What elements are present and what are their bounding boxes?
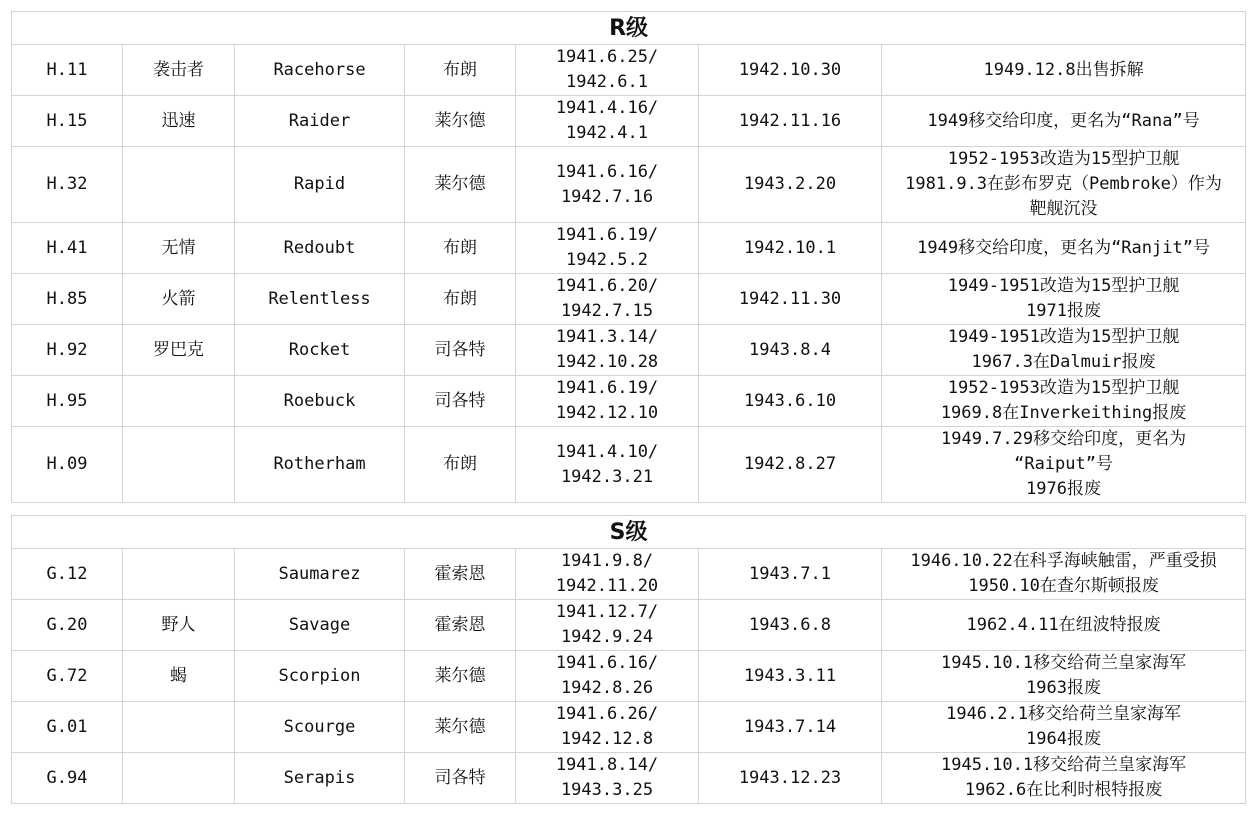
laid-down-launched-cell [516, 702, 699, 753]
table-row [12, 96, 1246, 147]
ship-name-cell: Redoubt [235, 223, 405, 274]
notes-cell [882, 45, 1246, 96]
pennant-cell: G.01 [12, 702, 123, 753]
ship-name-cell: Serapis [235, 753, 405, 804]
notes-cell [882, 549, 1246, 600]
laid-down-launched-cell [516, 376, 699, 427]
laid-down-launched-cell [516, 549, 699, 600]
builder-cell: 莱尔德 [405, 96, 516, 147]
notes-cell [882, 651, 1246, 702]
laid-down-launched-cell [516, 651, 699, 702]
note-line: 1950.10在查尔斯顿报废 [968, 576, 1159, 596]
date-line: 1942.9.24 [560, 627, 654, 647]
ship-name-cell: Scourge [235, 702, 405, 753]
table-row [12, 325, 1246, 376]
laid-down-launched-cell [516, 753, 699, 804]
laid-down-launched-cell [516, 96, 699, 147]
date-line: 1941.6.19/ [555, 225, 659, 245]
date-line: 1942.12.10 [555, 403, 659, 423]
note-line: 1945.10.1移交给荷兰皇家海军 [940, 653, 1187, 673]
note-line: 1945.10.1移交给荷兰皇家海军 [940, 755, 1187, 775]
pennant-cell: G.72 [12, 651, 123, 702]
section-title: S级 [12, 516, 1246, 549]
note-line: 1949-1951改造为15型护卫舰 [947, 276, 1180, 296]
completed-cell: 1942.10.1 [699, 223, 882, 274]
chinese-name-cell: 无情 [123, 223, 235, 274]
ship-name-cell: Savage [235, 600, 405, 651]
date-line: 1942.7.16 [560, 186, 654, 207]
note-line: 1964报废 [1026, 729, 1102, 749]
table-body [12, 12, 1246, 804]
notes-cell [882, 96, 1246, 147]
notes-cell [882, 427, 1246, 503]
chinese-name-cell [123, 702, 235, 753]
completed-cell: 1943.8.4 [699, 325, 882, 376]
date-line: 1941.3.14/ [555, 327, 659, 347]
notes-cell [882, 325, 1246, 376]
table-row [12, 147, 1246, 223]
table-row [12, 376, 1246, 427]
ship-name-cell: Scorpion [235, 651, 405, 702]
laid-down-launched-cell [516, 274, 699, 325]
date-line: 1941.8.14/ [555, 755, 659, 775]
note-line: 1946.2.1移交给荷兰皇家海军 [946, 704, 1181, 724]
date-line: 1941.4.10/ [555, 441, 659, 462]
pennant-cell: H.41 [12, 223, 123, 274]
completed-cell: 1943.12.23 [699, 753, 882, 804]
table-row [12, 600, 1246, 651]
table-row [12, 549, 1246, 600]
builder-cell: 霍索恩 [405, 600, 516, 651]
table-row [12, 702, 1246, 753]
note-line: 1949移交给印度，更名为“Ranjit”号 [917, 237, 1210, 258]
notes-cell [882, 600, 1246, 651]
chinese-name-cell [123, 376, 235, 427]
completed-cell: 1943.6.8 [699, 600, 882, 651]
note-line: 1952-1953改造为15型护卫舰 [947, 378, 1180, 398]
builder-cell: 司各特 [405, 376, 516, 427]
pennant-cell: H.32 [12, 147, 123, 223]
section-header-row [12, 12, 1246, 45]
completed-cell: 1942.8.27 [699, 427, 882, 503]
date-line: 1941.6.20/ [555, 276, 659, 296]
builder-cell: 布朗 [405, 223, 516, 274]
laid-down-launched-cell [516, 45, 699, 96]
table-row [12, 274, 1246, 325]
ship-list-sheet [11, 11, 1245, 804]
ship-name-cell: Saumarez [235, 549, 405, 600]
notes-cell [882, 702, 1246, 753]
laid-down-launched-cell [516, 427, 699, 503]
note-line: 1962.4.11在纽波特报废 [966, 614, 1161, 635]
laid-down-launched-cell [516, 147, 699, 223]
notes-cell [882, 274, 1246, 325]
destroyer-table [11, 11, 1246, 804]
table-row [12, 223, 1246, 274]
builder-cell: 莱尔德 [405, 651, 516, 702]
date-line: 1942.8.26 [560, 678, 654, 698]
date-line: 1942.3.21 [560, 466, 654, 487]
pennant-cell: G.12 [12, 549, 123, 600]
note-line: 1971报废 [1026, 301, 1102, 321]
completed-cell: 1942.11.30 [699, 274, 882, 325]
note-line: 1946.10.22在科孚海峡触雷，严重受损 [910, 551, 1217, 571]
date-line: 1942.5.2 [566, 250, 648, 270]
laid-down-launched-cell [516, 325, 699, 376]
note-line: 1949.12.8出售拆解 [983, 59, 1144, 80]
date-line: 1942.12.8 [560, 729, 654, 749]
builder-cell: 布朗 [405, 274, 516, 325]
chinese-name-cell [123, 147, 235, 223]
builder-cell: 布朗 [405, 427, 516, 503]
note-line: 1952-1953改造为15型护卫舰 [947, 149, 1180, 169]
table-row [12, 651, 1246, 702]
ship-name-cell: Racehorse [235, 45, 405, 96]
section-header-row [12, 516, 1246, 549]
completed-cell: 1943.2.20 [699, 147, 882, 223]
ship-name-cell: Rocket [235, 325, 405, 376]
builder-cell: 司各特 [405, 753, 516, 804]
completed-cell: 1943.3.11 [699, 651, 882, 702]
ship-name-cell: Raider [235, 96, 405, 147]
section-spacer [12, 503, 1246, 516]
date-line: 1942.7.15 [560, 301, 654, 321]
pennant-cell: G.94 [12, 753, 123, 804]
pennant-cell: H.92 [12, 325, 123, 376]
date-line: 1943.3.25 [560, 780, 654, 800]
chinese-name-cell: 火箭 [123, 274, 235, 325]
note-line: “Raiput”号 [1014, 454, 1113, 474]
notes-cell [882, 147, 1246, 223]
pennant-cell: H.11 [12, 45, 123, 96]
laid-down-launched-cell [516, 600, 699, 651]
date-line: 1941.6.16/ [555, 161, 659, 182]
builder-cell: 莱尔德 [405, 147, 516, 223]
chinese-name-cell: 迅速 [123, 96, 235, 147]
note-line: 靶舰沉没 [1029, 199, 1098, 219]
table-row [12, 427, 1246, 503]
table-row [12, 45, 1246, 96]
spacer-cell [12, 503, 1246, 516]
note-line: 1962.6在比利时根特报废 [964, 780, 1163, 800]
date-line: 1942.6.1 [566, 72, 648, 92]
date-line: 1941.12.7/ [555, 602, 659, 622]
notes-cell [882, 376, 1246, 427]
note-line: 1967.3在Dalmuir报废 [971, 352, 1156, 372]
date-line: 1941.6.26/ [555, 704, 659, 724]
ship-name-cell: Roebuck [235, 376, 405, 427]
note-line: 1963报废 [1026, 678, 1102, 698]
notes-cell [882, 753, 1246, 804]
note-line: 1949-1951改造为15型护卫舰 [947, 327, 1180, 347]
date-line: 1941.6.16/ [555, 653, 659, 673]
builder-cell: 莱尔德 [405, 702, 516, 753]
date-line: 1941.6.25/ [555, 47, 659, 67]
completed-cell: 1943.7.14 [699, 702, 882, 753]
chinese-name-cell: 野人 [123, 600, 235, 651]
builder-cell: 司各特 [405, 325, 516, 376]
ship-name-cell: Rapid [235, 147, 405, 223]
chinese-name-cell [123, 753, 235, 804]
pennant-cell: H.95 [12, 376, 123, 427]
laid-down-launched-cell [516, 223, 699, 274]
table-row [12, 753, 1246, 804]
date-line: 1941.9.8/ [560, 551, 654, 571]
completed-cell: 1943.6.10 [699, 376, 882, 427]
note-line: 1976报废 [1026, 479, 1102, 499]
date-line: 1941.4.16/ [555, 98, 659, 118]
chinese-name-cell: 袭击者 [123, 45, 235, 96]
chinese-name-cell: 蝎 [123, 651, 235, 702]
ship-name-cell: Relentless [235, 274, 405, 325]
note-line: 1969.8在Inverkeithing报废 [940, 403, 1187, 423]
completed-cell: 1942.10.30 [699, 45, 882, 96]
note-line: 1949移交给印度，更名为“Rana”号 [927, 110, 1200, 131]
date-line: 1941.6.19/ [555, 378, 659, 398]
notes-cell [882, 223, 1246, 274]
builder-cell: 霍索恩 [405, 549, 516, 600]
builder-cell: 布朗 [405, 45, 516, 96]
completed-cell: 1942.11.16 [699, 96, 882, 147]
section-title: R级 [12, 12, 1246, 45]
date-line: 1942.10.28 [555, 352, 659, 372]
chinese-name-cell [123, 427, 235, 503]
chinese-name-cell [123, 549, 235, 600]
pennant-cell: H.85 [12, 274, 123, 325]
completed-cell: 1943.7.1 [699, 549, 882, 600]
chinese-name-cell: 罗巴克 [123, 325, 235, 376]
date-line: 1942.4.1 [566, 123, 648, 143]
pennant-cell: H.15 [12, 96, 123, 147]
pennant-cell: G.20 [12, 600, 123, 651]
date-line: 1942.11.20 [555, 576, 659, 596]
pennant-cell: H.09 [12, 427, 123, 503]
note-line: 1949.7.29移交给印度，更名为 [940, 429, 1187, 449]
ship-name-cell: Rotherham [235, 427, 405, 503]
note-line: 1981.9.3在彭布罗克（Pembroke）作为 [905, 174, 1222, 194]
